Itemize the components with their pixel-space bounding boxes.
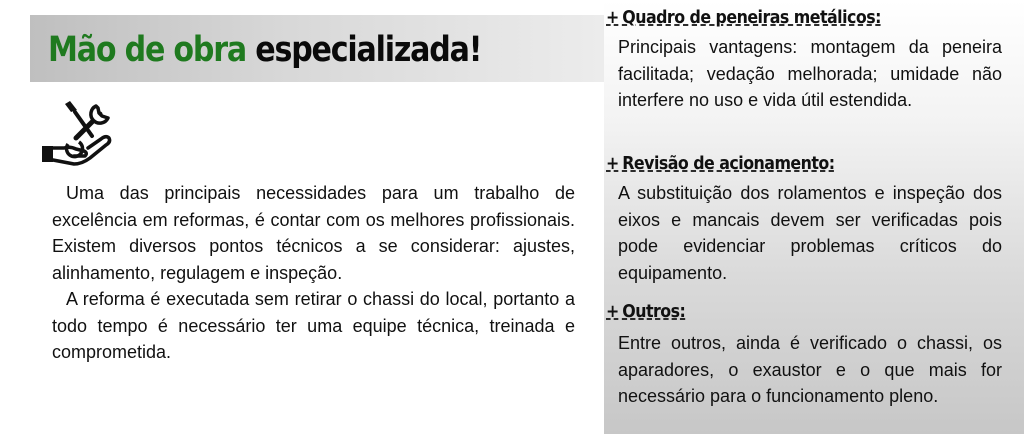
section-heading-label: Revisão de acionamento: <box>622 153 835 174</box>
section-bullet: + <box>606 153 619 174</box>
hand-with-tools-icon <box>40 98 114 170</box>
section-heading-label: Outros: <box>622 301 686 322</box>
section-text-revisao: A substituição dos rolamentos e inspeção dos eixos e mancais devem ser verificadas pois pode evidenciar problemas críticos do equipamento. <box>618 183 1002 283</box>
section-heading-revisao <box>606 152 835 176</box>
section-heading-outros <box>606 300 685 324</box>
intro-paragraph-1: Uma das principais necessidades para um trabalho de excelência em reformas, é contar com os melhores profissionais. Existem diversos pontos técnicos a se considerar: ajustes, alinhamento, regulagem e inspeção. <box>52 183 575 283</box>
section-heading-quadro <box>606 6 881 30</box>
section-heading-label: Quadro de peneiras metálicos: <box>622 7 881 28</box>
title-rest: especializada! <box>255 30 482 70</box>
section-text-quadro: Principais vantagens: montagem da peneira facilitada; vedação melhorada; umidade não interfere no uso e vida útil estendida. <box>618 37 1002 110</box>
section-bullet: + <box>606 7 619 28</box>
section-bullet: + <box>606 301 619 322</box>
title-highlight: Mão de obra <box>48 30 247 70</box>
intro-paragraph-2: A reforma é executada sem retirar o chassi do local, portanto a todo tempo é necessário ter uma equipe técnica, treinada e comprometida. <box>52 289 575 362</box>
page-title <box>48 22 481 78</box>
section-text-outros: Entre outros, ainda é verificado o chassi, os aparadores, o exaustor e o que mais for necessário para o funcionamento pleno. <box>618 333 1002 406</box>
intro-text <box>52 180 575 366</box>
